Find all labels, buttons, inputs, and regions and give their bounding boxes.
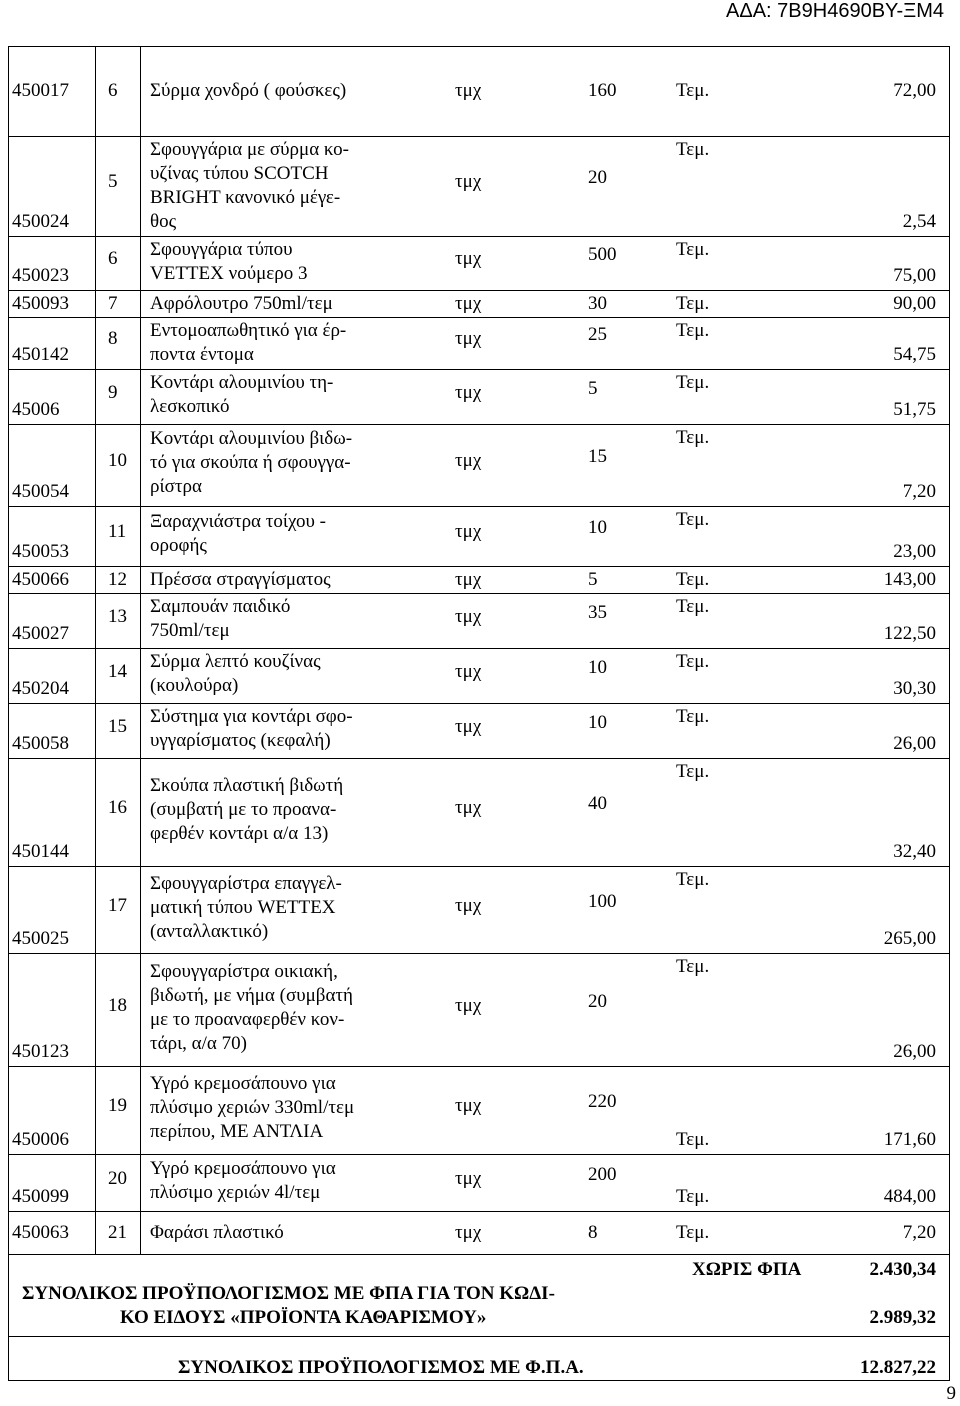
item-unit: τμχ xyxy=(455,716,482,737)
item-quantity: 20 xyxy=(588,991,607,1012)
table-row xyxy=(8,953,950,1066)
item-description-line: με το προαναφερθέν κον- xyxy=(150,1009,345,1030)
item-description-line: (συμβατή με το προανα- xyxy=(150,799,337,820)
table-row xyxy=(8,703,950,758)
item-description-line: θος xyxy=(150,211,177,232)
item-quantity: 35 xyxy=(588,602,607,623)
item-unit: τμχ xyxy=(455,382,482,403)
item-number: 9 xyxy=(108,382,118,403)
item-unit-label: Τεμ. xyxy=(676,320,710,341)
item-number: 6 xyxy=(108,248,118,269)
item-unit-label: Τεμ. xyxy=(676,372,710,393)
item-price: 484,00 xyxy=(883,1186,936,1207)
item-price: 26,00 xyxy=(893,733,936,754)
item-unit: τμχ xyxy=(455,606,482,627)
table-row xyxy=(8,1066,950,1154)
item-unit-label: Τεμ. xyxy=(676,956,710,977)
item-unit: τμχ xyxy=(455,1222,482,1243)
item-description-line: ποντα έντομα xyxy=(150,344,254,365)
item-unit-label: Τεμ. xyxy=(676,139,710,160)
item-description-line: πλύσιμο χεριών 330ml/τεμ xyxy=(150,1097,355,1118)
item-quantity: 25 xyxy=(588,324,607,345)
without-vat-value: 2.430,34 xyxy=(869,1259,936,1280)
item-price: 26,00 xyxy=(893,1041,936,1062)
category-total-label-line1: ΣΥΝΟΛΙΚΟΣ ΠΡΟΫΠΟΛΟΓΙΣΜΟΣ ΜΕ ΦΠΑ ΓΙΑ ΤΟΝ ΚΩΔΙ- xyxy=(22,1283,555,1304)
item-code: 450054 xyxy=(12,481,69,502)
item-unit-label: Τεμ. xyxy=(676,706,710,727)
item-price: 54,75 xyxy=(893,344,936,365)
item-number: 6 xyxy=(108,80,118,101)
item-code: 450142 xyxy=(12,344,69,365)
item-unit: τμχ xyxy=(455,895,482,916)
item-code: 450204 xyxy=(12,678,69,699)
item-description-line: ματική τύπου WETTEX xyxy=(150,897,336,918)
item-code: 450099 xyxy=(12,1186,69,1207)
item-price: 30,30 xyxy=(893,678,936,699)
item-description-line: τάρι, α/α 70) xyxy=(150,1033,247,1054)
item-code: 450027 xyxy=(12,623,69,644)
item-unit-label: Τεμ. xyxy=(676,651,710,672)
summary-divider xyxy=(8,1254,950,1255)
item-number: 11 xyxy=(108,521,127,542)
table-row xyxy=(8,866,950,953)
table-row xyxy=(8,317,950,369)
item-quantity: 8 xyxy=(588,1222,598,1243)
item-number: 17 xyxy=(108,895,127,916)
item-description-line: Ξαραχνιάστρα τοίχου - xyxy=(150,511,327,532)
item-price: 265,00 xyxy=(883,928,936,949)
item-description-line: πλύσιμο χεριών 4l/τεμ xyxy=(150,1182,321,1203)
item-unit: τμχ xyxy=(455,995,482,1016)
item-description-line: περίπου, ΜΕ ΑΝΤΛΙΑ xyxy=(150,1121,324,1142)
item-price: 2,54 xyxy=(902,211,936,232)
item-unit: τμχ xyxy=(455,661,482,682)
table-row xyxy=(8,290,950,317)
item-description-line: Σφουγγαρίστρα οικιακή, xyxy=(150,961,338,982)
item-description-line: φερθέν κοντάρι α/α 13) xyxy=(150,823,329,844)
item-price: 122,50 xyxy=(883,623,936,644)
item-price: 7,20 xyxy=(902,1222,936,1243)
item-number: 18 xyxy=(108,995,127,1016)
item-unit-label: Τεμ. xyxy=(676,427,710,448)
item-description-line: Σύστημα για κοντάρι σφο- xyxy=(150,706,353,727)
item-description-line: βιδωτή, με νήμα (συμβατή xyxy=(150,985,353,1006)
item-quantity: 160 xyxy=(588,80,617,101)
item-number: 16 xyxy=(108,797,127,818)
item-unit-label: Τεμ. xyxy=(676,293,710,314)
item-code: 450024 xyxy=(12,211,69,232)
item-description-line: Σφουγγάρια τύπου xyxy=(150,239,293,260)
item-code: 450063 xyxy=(12,1222,69,1243)
item-description-line: Σύρμα λεπτό κουζίνας xyxy=(150,651,321,672)
item-unit-label: Τεμ. xyxy=(676,80,710,101)
table-bottom-border xyxy=(8,1380,950,1381)
item-unit-label: Τεμ. xyxy=(676,239,710,260)
table-row xyxy=(8,1154,950,1211)
item-number: 21 xyxy=(108,1222,127,1243)
table-row xyxy=(8,369,950,424)
item-unit: τμχ xyxy=(455,171,482,192)
item-description-line: Εντομοαπωθητικό για έρ- xyxy=(150,320,347,341)
item-description-line: BRIGHT κανονικό μέγε- xyxy=(150,187,341,208)
item-unit: τμχ xyxy=(455,80,482,101)
item-unit-label: Τεμ. xyxy=(676,761,710,782)
document-code: ΑΔΑ: 7Β9Η4690ΒΥ-ΞΜ4 xyxy=(726,0,944,22)
item-unit-label: Τεμ. xyxy=(676,1129,710,1150)
table-row xyxy=(8,136,950,236)
item-code: 450066 xyxy=(12,569,69,590)
item-quantity: 220 xyxy=(588,1091,617,1112)
item-description-line: Αφρόλουτρο 750ml/τεμ xyxy=(150,293,333,314)
grand-total-divider xyxy=(8,1336,950,1337)
item-description-line: Σφουγγάρια με σύρμα κο- xyxy=(150,139,349,160)
item-quantity: 10 xyxy=(588,517,607,538)
grand-total-label: ΣΥΝΟΛΙΚΟΣ ΠΡΟΫΠΟΛΟΓΙΣΜΟΣ ΜΕ Φ.Π.Α. xyxy=(178,1357,584,1378)
item-code: 450025 xyxy=(12,928,69,949)
item-price: 7,20 xyxy=(902,481,936,502)
category-total-value: 2.989,32 xyxy=(869,1307,936,1328)
item-unit-label: Τεμ. xyxy=(676,569,710,590)
item-quantity: 100 xyxy=(588,891,617,912)
table-row xyxy=(8,424,950,506)
item-unit: τμχ xyxy=(455,569,482,590)
item-quantity: 10 xyxy=(588,657,607,678)
grand-total-value: 12.827,22 xyxy=(860,1357,936,1378)
table-row xyxy=(8,593,950,648)
item-quantity: 500 xyxy=(588,244,617,265)
item-quantity: 15 xyxy=(588,446,607,467)
item-quantity: 200 xyxy=(588,1164,617,1185)
table-row xyxy=(8,648,950,703)
item-description-line: λεσκοπικό xyxy=(150,396,230,417)
item-description-line: (ανταλλακτικό) xyxy=(150,921,269,942)
without-vat-label: ΧΩΡΙΣ ΦΠΑ xyxy=(692,1259,802,1280)
item-code: 450017 xyxy=(12,80,69,101)
item-unit: τμχ xyxy=(455,248,482,269)
item-unit-label: Τεμ. xyxy=(676,869,710,890)
page-number: 9 xyxy=(946,1383,956,1404)
item-code: 45006 xyxy=(12,399,60,420)
item-unit-label: Τεμ. xyxy=(676,596,710,617)
item-number: 14 xyxy=(108,661,127,682)
item-price: 90,00 xyxy=(893,293,936,314)
table-row xyxy=(8,46,950,136)
item-number: 7 xyxy=(108,293,118,314)
item-description-line: υζίνας τύπου SCOTCH xyxy=(150,163,329,184)
item-quantity: 10 xyxy=(588,712,607,733)
item-price: 75,00 xyxy=(893,265,936,286)
item-description-line: ρίστρα xyxy=(150,476,202,497)
item-description-line: Φαράσι πλαστικό xyxy=(150,1222,284,1243)
item-description-line: Κοντάρι αλουμινίου βιδω- xyxy=(150,428,353,449)
item-unit-label: Τεμ. xyxy=(676,1222,710,1243)
item-code: 450093 xyxy=(12,293,69,314)
item-description-line: 750ml/τεμ xyxy=(150,620,230,641)
item-description-line: υγγαρίσματος (κεφαλή) xyxy=(150,730,331,751)
item-description-line: τό για σκούπα ή σφουγγα- xyxy=(150,452,351,473)
item-unit: τμχ xyxy=(455,521,482,542)
item-code: 450023 xyxy=(12,265,69,286)
item-unit: τμχ xyxy=(455,797,482,818)
item-description-line: Κοντάρι αλουμινίου τη- xyxy=(150,372,334,393)
item-price: 72,00 xyxy=(893,80,936,101)
item-description-line: (κουλούρα) xyxy=(150,675,239,696)
item-price: 51,75 xyxy=(893,399,936,420)
item-unit-label: Τεμ. xyxy=(676,509,710,530)
item-code: 450053 xyxy=(12,541,69,562)
item-code: 450123 xyxy=(12,1041,69,1062)
item-price: 32,40 xyxy=(893,841,936,862)
item-description-line: Σαμπουάν παιδικό xyxy=(150,596,291,617)
item-code: 450058 xyxy=(12,733,69,754)
category-total-label-line2: ΚΟ ΕΙΔΟΥΣ «ΠΡΟΪΟΝΤΑ ΚΑΘΑΡΙΣΜΟΥ» xyxy=(120,1307,487,1328)
item-quantity: 5 xyxy=(588,378,598,399)
item-quantity: 20 xyxy=(588,167,607,188)
item-quantity: 40 xyxy=(588,793,607,814)
item-unit: τμχ xyxy=(455,328,482,349)
item-quantity: 30 xyxy=(588,293,607,314)
item-unit: τμχ xyxy=(455,1168,482,1189)
item-code: 450144 xyxy=(12,841,69,862)
item-description-line: Υγρό κρεμοσάπουνο για xyxy=(150,1073,336,1094)
item-description-line: VETTEX νούμερο 3 xyxy=(150,263,308,284)
item-quantity: 5 xyxy=(588,569,598,590)
item-number: 10 xyxy=(108,450,127,471)
item-number: 20 xyxy=(108,1168,127,1189)
item-number: 8 xyxy=(108,328,118,349)
table-row xyxy=(8,1211,950,1254)
item-description-line: Υγρό κρεμοσάπουνο για xyxy=(150,1158,336,1179)
item-description-line: Πρέσσα στραγγίσματος xyxy=(150,569,331,590)
item-unit: τμχ xyxy=(455,450,482,471)
item-description-line: Σύρμα χονδρό ( φούσκες) xyxy=(150,80,347,101)
item-price: 171,60 xyxy=(883,1129,936,1150)
item-code: 450006 xyxy=(12,1129,69,1150)
table-row xyxy=(8,236,950,290)
item-description-line: οροφής xyxy=(150,535,207,556)
item-number: 15 xyxy=(108,716,127,737)
table-row xyxy=(8,566,950,593)
budget-table xyxy=(8,46,950,1381)
item-price: 23,00 xyxy=(893,541,936,562)
item-price: 143,00 xyxy=(883,569,936,590)
item-unit: τμχ xyxy=(455,293,482,314)
item-number: 19 xyxy=(108,1095,127,1116)
item-description-line: Σφουγγαρίστρα επαγγελ- xyxy=(150,873,342,894)
item-description-line: Σκούπα πλαστική βιδωτή xyxy=(150,775,344,796)
item-number: 12 xyxy=(108,569,127,590)
item-unit-label: Τεμ. xyxy=(676,1186,710,1207)
item-number: 5 xyxy=(108,171,118,192)
item-number: 13 xyxy=(108,606,127,627)
item-unit: τμχ xyxy=(455,1095,482,1116)
table-row xyxy=(8,506,950,566)
table-row xyxy=(8,758,950,866)
